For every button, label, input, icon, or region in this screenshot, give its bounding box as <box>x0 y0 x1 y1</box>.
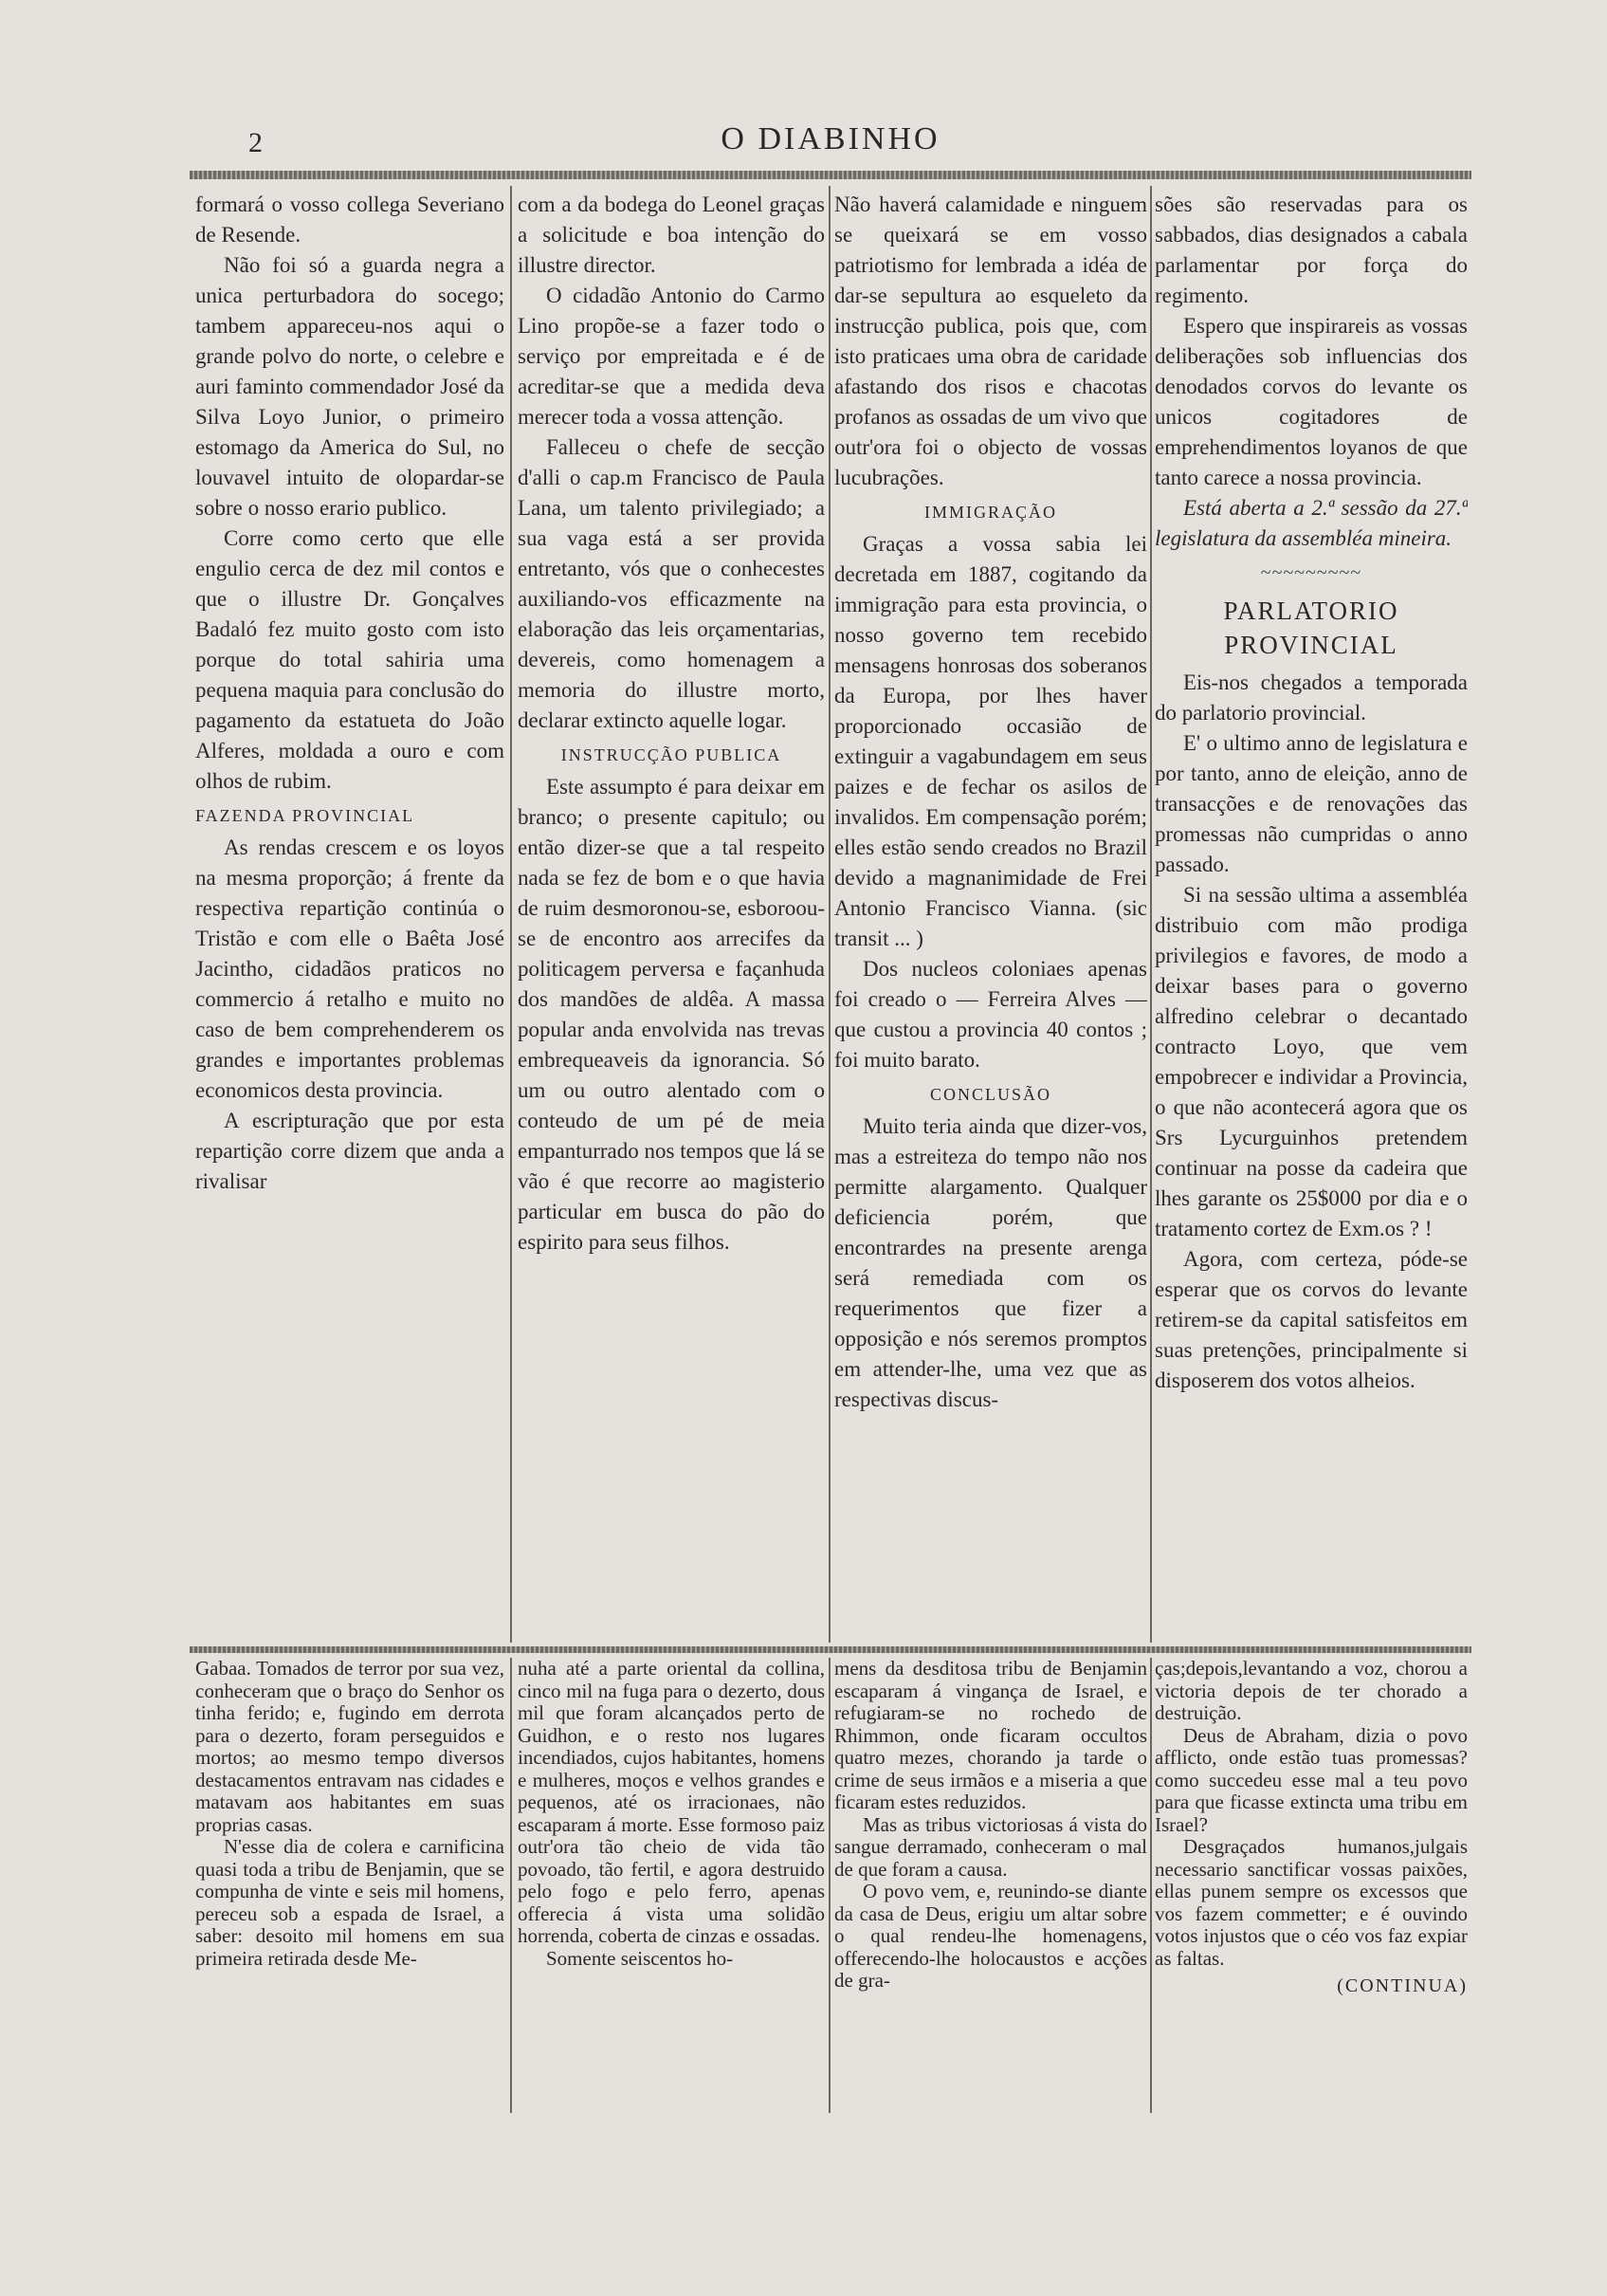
paragraph: A escripturação que por esta repartição corre dizem que anda a rivalisar <box>195 1109 504 1193</box>
paragraph: Falleceu o chefe de secção d'alli o cap.m Francisco de Paula Lana, um talento privilegiado; a sua vaga está a ser provida entretanto, vós que o conhecestes auxiliando-vos efficazmente na elaboração das leis orçamentarias, devereis, como homenagem a memoria do illustre morto, declarar extincto aquelle logar. <box>518 435 825 732</box>
paragraph: Mas as tribus victoriosas á vista do sangue derramado, conheceram o mal de que foram a causa. <box>834 1812 1147 1881</box>
paragraph: Não haverá calamidade e ninguem se queixará se em vosso patriotismo for lembrada a idéa de dar-se sepultura ao esqueleto da instrucção publica, pois que, com isto praticaes uma obra de caridade afastando dos risos e chacotas profanos as ossadas de um vivo que outr'ora foi o objecto de vossas lucubrações. <box>834 193 1147 489</box>
paragraph: Gabaa. Tomados de terror por sua vez, conheceram que o braço do Senhor os tinha ferido; e, fugindo em derrota para o dezerto, foram perseguidos e mortos; ao mesmo tempo diversos destacamentos entravam nas cidades e matavam aos habitantes em suas proprias casas. <box>195 1658 504 1836</box>
masthead <box>190 121 1471 169</box>
paragraph: E' o ultimo anno de legislatura e por tanto, anno de eleição, anno de transacções e de renovações das promessas não cumpridas o anno passado. <box>1155 731 1468 876</box>
column-divider <box>1150 186 1152 1643</box>
paragraph: Muito teria ainda que dizer-vos, mas a estreiteza do tempo não nos permitte alargamento. Qualquer deficiencia porém, que encontrardes na presente arenga será remediada com os requerimentos que fizer a opposição e nós seremos promptos em attender-lhe, uma vez que as respectivas discus- <box>834 1114 1147 1411</box>
paragraph: Si na sessão ultima a assembléa distribuio com mão prodiga privilegios e favores, de modo a deixar bases para o governo alfredino celebrar o decantado contracto Loyo, que vem empobrecer e individar a Provincia, o que não acontecerá agora que os Srs Lycurguinhos pretendem continuar na posse da cadeira que lhes garante os 25$000 por dia e o tratamento cortez de Exm.os ? ! <box>1155 883 1468 1240</box>
top-column-3 <box>834 190 1147 1643</box>
paragraph: Eis-nos chegados a temporada do parlatorio provincial. <box>1155 670 1468 725</box>
italic-note: Está aberta a 2.ª sessão da 27.ª legislatura da assembléa mineira. <box>1155 496 1468 550</box>
top-column-1 <box>195 190 504 1643</box>
column-divider <box>510 186 512 1643</box>
paragraph: ças;depois,levantando a voz, chorou a victoria depois de ter chorado a destruição. <box>1155 1658 1468 1724</box>
section-heading-parlatorio: PARLATORIO PROVINCIAL <box>1223 597 1399 659</box>
column-divider <box>829 1658 831 2113</box>
paragraph: Espero que inspirareis as vossas deliberações sob influencias dos denodados corvos do levante os unicos cogitadores de emprehendimentos loyanos de que tanto carece a nossa provincia. <box>1155 314 1468 489</box>
paragraph: O cidadão Antonio do Carmo Lino propõe-se a fazer todo o serviço por empreitada e é de acreditar-se que a medida deva merecer toda a vossa attenção. <box>518 284 825 429</box>
section-rule <box>190 1646 1471 1653</box>
ornament-divider: ~~~~~~~~~ <box>1260 562 1362 583</box>
continua-label: (CONTINUA) <box>1337 1975 1468 1996</box>
paragraph: nuha até a parte oriental da collina, cinco mil na fuga para o dezerto, dous mil que foram alcançados perto de Guidhon, e o resto nos lugares incendiados, cujos habitantes, homens e mulheres, moços e velhos grandes e pequenos, até os irracionaes, não escaparam á morte. Esse formoso paiz outr'ora tão cheio de vida tão povoado, tão fertil, e agora destruido pelo fogo e pelo ferro, apenas offerecia á vista uma solidão horrenda, coberta de cinzas e ossadas. <box>518 1658 825 1947</box>
paragraph: Dos nucleos coloniaes apenas foi creado o — Ferreira Alves — que custou a provincia 40 contos ; foi muito barato. <box>834 957 1147 1072</box>
bottom-column-4 <box>1155 1658 1468 2113</box>
paragraph: com a da bodega do Leonel graças a solicitude e boa intenção do illustre director. <box>518 193 825 277</box>
page-number: 2 <box>248 127 263 158</box>
paragraph: mens da desditosa tribu de Benjamin escaparam á vingança de Israel, e refugiaram-se no rochedo de Rhimmon, onde ficaram occultos quatro mezes, chorando ja tarde o crime de seus irmãos e a miseria a que ficaram estes reduzidos. <box>834 1658 1147 1813</box>
section-heading-fazenda: FAZENDA PROVINCIAL <box>195 806 415 825</box>
section-heading-immigracao: IMMIGRAÇÃO <box>923 503 1057 522</box>
paragraph: As rendas crescem e os loyos na mesma proporção; á frente da respectiva repartição continúa o Tristão e com elle o Baêta José Jacintho, cidadãos praticos no commercio á retalho e muito no caso de bem comprehenderem os grandes e importantes problemas economicos desta provincia. <box>195 836 504 1102</box>
paragraph: O povo vem, e, reunindo-se diante da casa de Deus, erigiu um altar sobre o qual rendeu-lhe homenagens, offerecendo-lhe holocaustos e acções de gra- <box>834 1880 1147 1992</box>
paragraph: Agora, com certeza, póde-se esperar que os corvos do levante retirem-se da capital satisfeitos em suas pretenções, principalmente si disposerem dos votos alheios. <box>1155 1247 1468 1392</box>
top-column-4 <box>1155 190 1468 1643</box>
paragraph: Corre como certo que elle engulio cerca de dez mil contos e que o illustre Dr. Gonçalves Badaló fez muito gosto com isto porque do total sahiria uma pequena maquia para conclusão do pagamento da estatueta do João Alferes, moldada a ouro e com olhos de rubim. <box>195 526 504 793</box>
bottom-column-2 <box>518 1658 825 2113</box>
paragraph: formará o vosso collega Severiano de Resende. <box>195 193 504 247</box>
bottom-column-1 <box>195 1658 504 2113</box>
header-rule <box>190 171 1471 179</box>
paragraph: N'esse dia de colera e carnificina quasi toda a tribu de Benjamin, que se compunha de vinte e seis mil homens, pereceu sob a espada de Israel, a saber: desoito mil homens em sua primeira retirada desde Me- <box>195 1835 504 1970</box>
paragraph: Desgraçados humanos,julgais necessario sanctificar vossas paixões, ellas punem sempre os excessos que vos fazem commetter; e é ouvindo votos injustos que o céo vos faz expiar as faltas. <box>1155 1835 1468 1970</box>
column-divider <box>510 1658 512 2113</box>
top-column-2 <box>518 190 825 1643</box>
column-divider <box>829 186 831 1643</box>
section-heading-conclusao: CONCLUSÃO <box>929 1085 1051 1104</box>
newspaper-title: O DIABINHO <box>721 121 940 156</box>
paragraph: sões são reservadas para os sabbados, dias designados a cabala parlamentar por força do regimento. <box>1155 193 1468 307</box>
section-heading-instrucao: INSTRUCÇÃO PUBLICA <box>560 745 782 764</box>
paragraph: Não foi só a guarda negra a unica perturbadora do socego; tambem appareceu-nos aqui o grande polvo do norte, o celebre e auri faminto commendador José da Silva Loyo Junior, o primeiro estomago da America do Sul, no louvavel intuito de olopardar-se sobre o nosso erario publico. <box>195 253 504 520</box>
paragraph: Deus de Abraham, dizia o povo afflicto, onde estão tuas promessas? como succedeu esse mal a teu povo para que ficasse extincta uma tribu em Israel? <box>1155 1723 1468 1836</box>
paragraph: Este assumpto é para deixar em branco; o presente capitulo; ou então dizer-se que a tal respeito nada se fez de bom e o que havia de ruim desmoronou-se, esboroou-se de encontro aos arrecifes da politicagem perversa e façanhuda dos mandões de aldêa. A massa popular anda envolvida nas trevas embrequeaveis da ignorancia. Só um ou outro alentado com o conteudo de um pé de meia empanturrado nos tempos que lá se vão é que recorre ao magisterio particular em busca do pão do espirito para seus filhos. <box>518 775 825 1254</box>
bottom-column-3 <box>834 1658 1147 2113</box>
column-divider <box>1150 1658 1152 2113</box>
paragraph: Somente seiscentos ho- <box>546 1946 734 1970</box>
paragraph: Graças a vossa sabia lei decretada em 1887, cogitando da immigração para esta provincia, o nosso governo tem recebido mensagens honrosas dos soberanos da Europa, por lhes haver proporcionado occasião de extinguir a vagabundagem em seus paizes e de fechar os asilos de invalidos. Em compensação porém; elles estão sendo creados no Brazil devido a magnanimidade de Frei Antonio Francisco Vianna. (sic transit ... ) <box>834 532 1147 950</box>
